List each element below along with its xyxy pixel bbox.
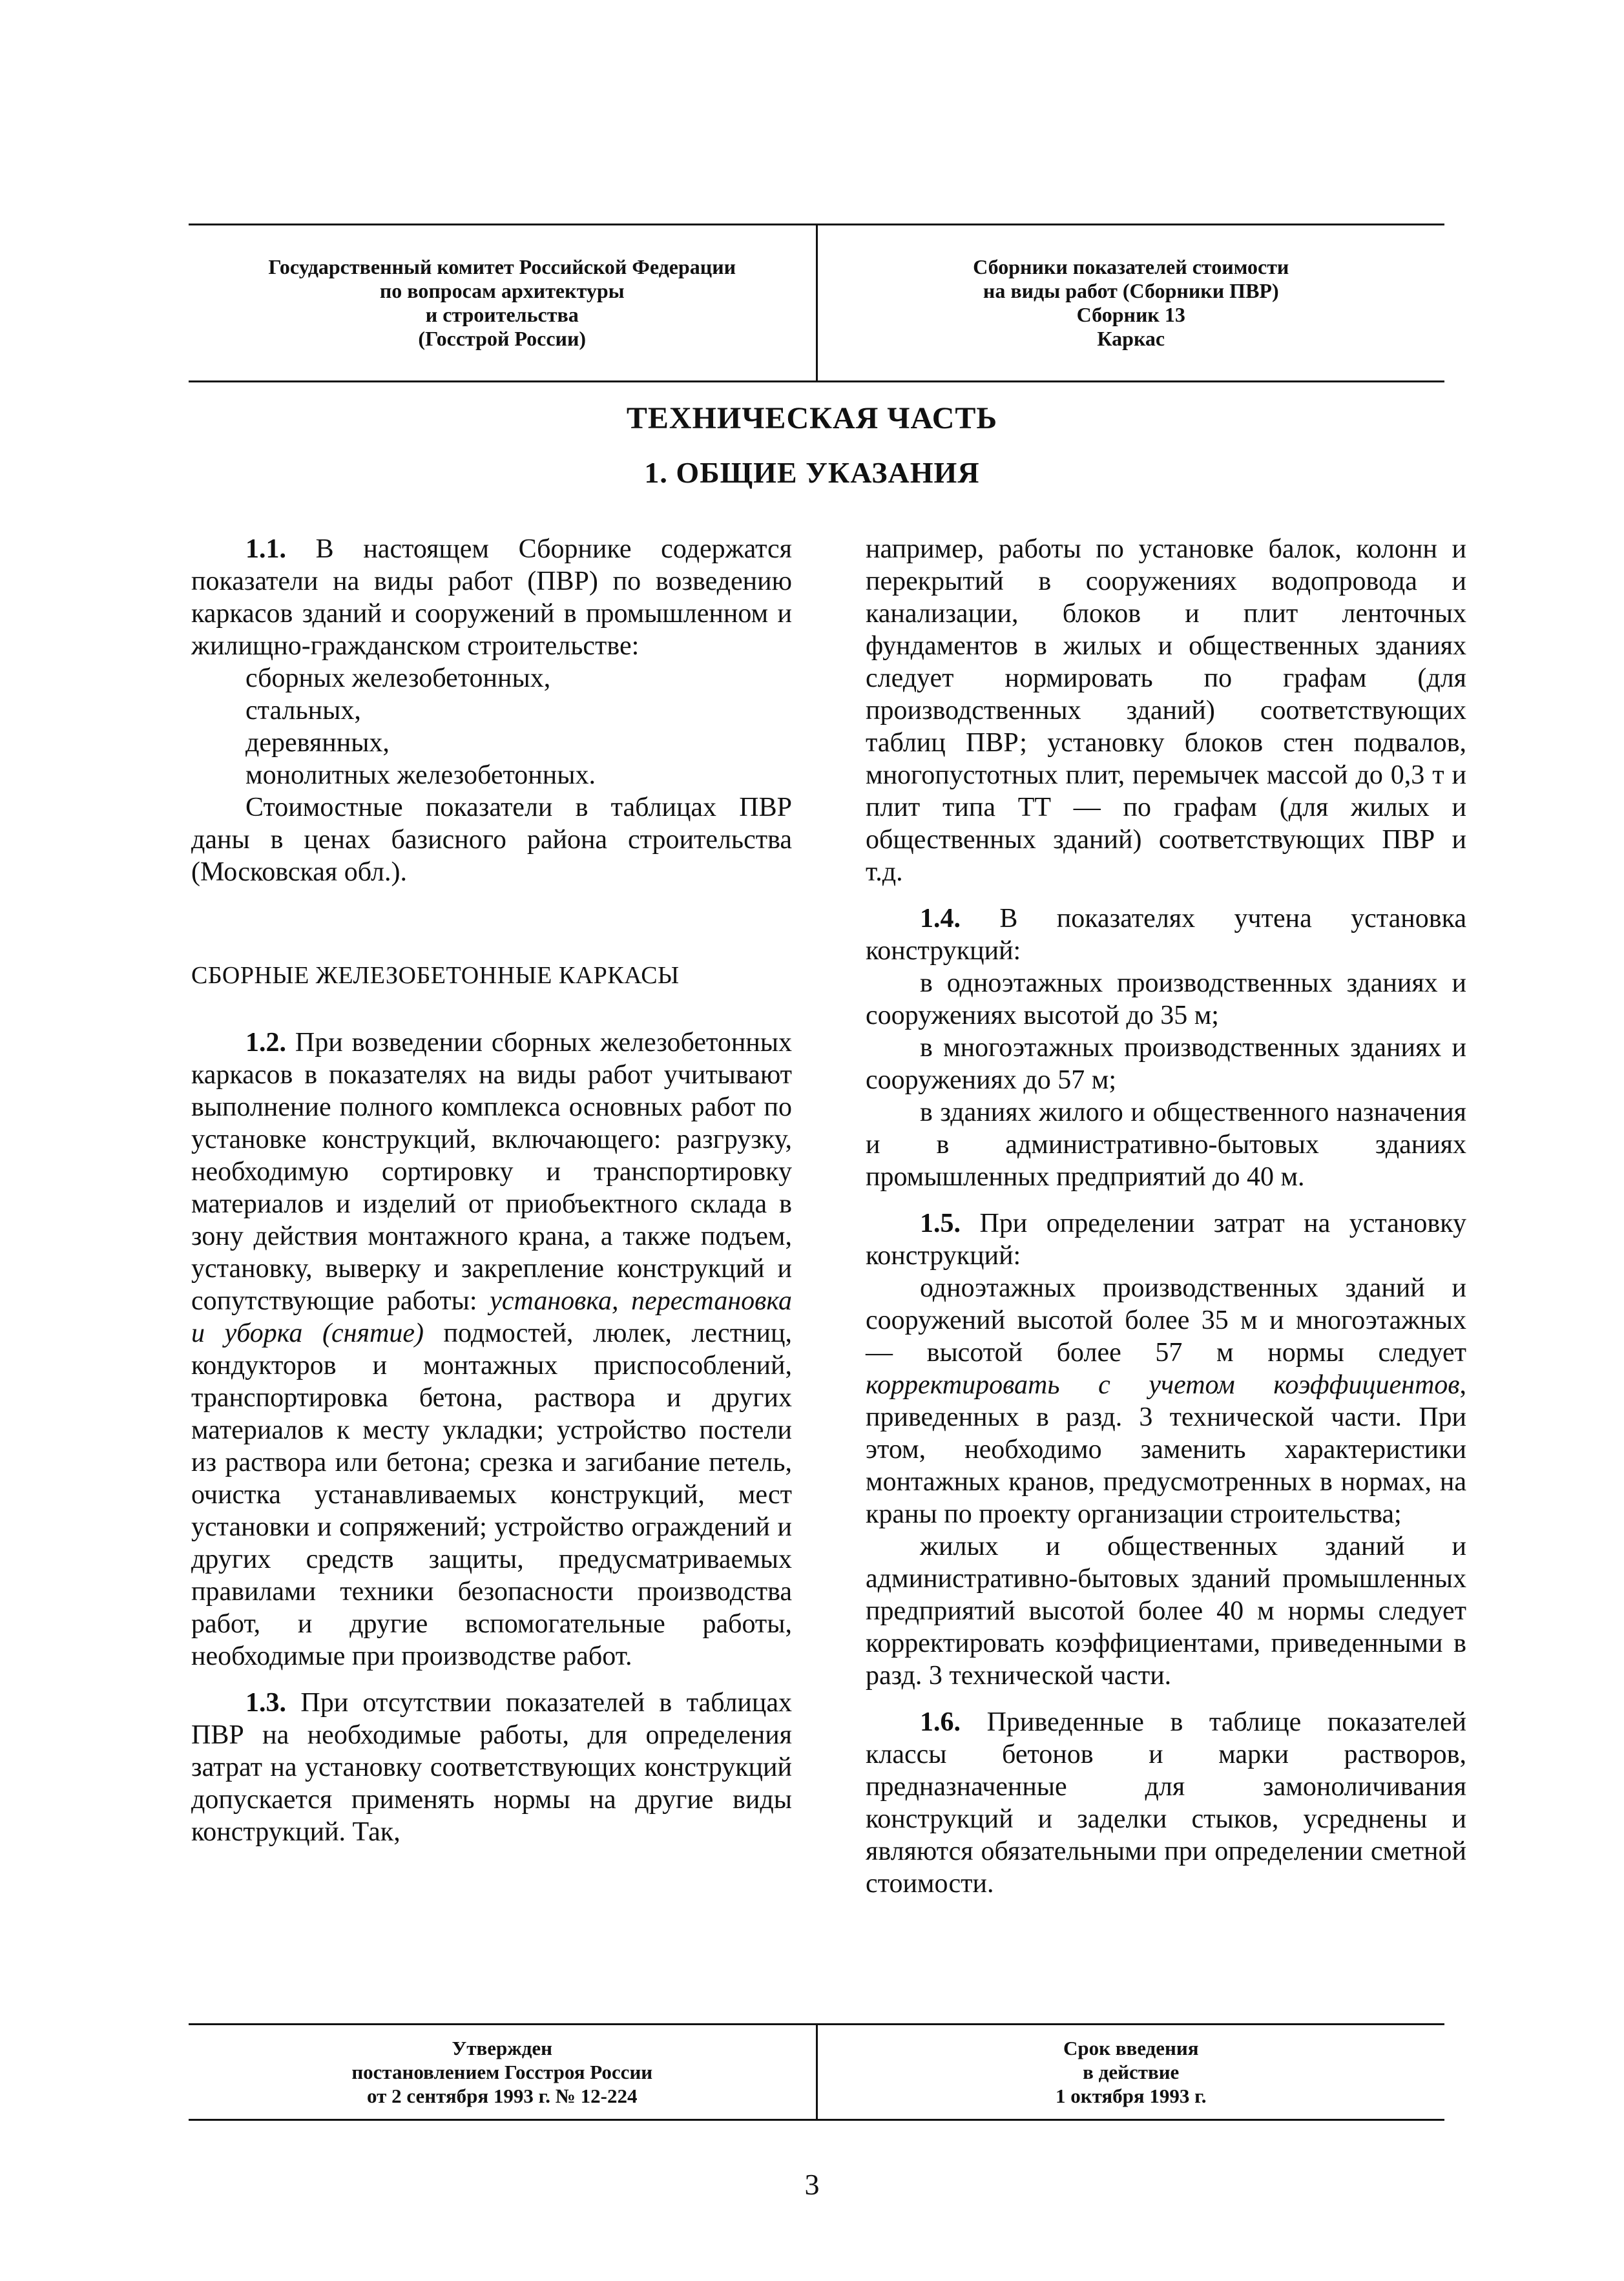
- paragraph-1-5: [866, 1207, 1466, 1272]
- clause-italic-text: корректировать с учетом коэффициентов: [866, 1370, 1460, 1400]
- issuer-line: по вопросам архитектуры: [379, 279, 625, 302]
- clause-number: 1.2.: [245, 1028, 286, 1057]
- approval-footer: [189, 2023, 1444, 2121]
- approval-line: Утвержден: [452, 2037, 552, 2059]
- list-item: сборных железобетонных,: [245, 663, 551, 693]
- document-header: [189, 224, 1444, 382]
- list-item: в одноэтажных производственных зданиях и сооружениях высотой до 35 м;: [866, 968, 1466, 1030]
- list-item: в зданиях жилого и общественного назначения и в административно-бытовых зданиях промышленных предприятий до 40 м.: [866, 1098, 1466, 1192]
- clause-number: 1.5.: [920, 1209, 961, 1238]
- clause-text: При определении затрат на установку конструкций:: [866, 1209, 1466, 1271]
- issuer-line: Государственный комитет Российской Федерации: [268, 255, 736, 278]
- effective-line: Срок введения: [1063, 2037, 1199, 2059]
- collection-line: Сборники показателей стоимости: [973, 255, 1289, 278]
- clause-text: подмостей, люлек, лестниц, кондукторов и монтажных приспособлений, транспортировка бетона, раствора и других материалов к месту укладки; устройство постели из раствора или бетона; срезка и загибание петель, очистка устанавливаемых конструкций, мест установки и сопряжений; устройство ограждений и других средств защиты, предусматриваемых правилами техники безопасности производства работ, и другие вспомогательные работы, необходимые при производстве работ.: [191, 1318, 792, 1671]
- issuer-line: (Госстрой России): [418, 327, 587, 350]
- left-column: [191, 533, 792, 1848]
- list-item: в многоэтажных производственных зданиях и сооружениях до 57 м;: [866, 1033, 1466, 1095]
- paragraph-1-6: [866, 1706, 1466, 1900]
- collection-block: [818, 225, 1445, 380]
- clause-number: 1.6.: [920, 1707, 961, 1737]
- right-column: [866, 533, 1466, 1900]
- paragraph-1-3-continued: например, работы по установке балок, колонн и перекрытий в сооружениях водопровода и канализации, блоков и плит ленточных фундаментов в жилых и общественных зданиях следует нормировать по графам (для производственных зданий) соответствующих таблиц ПВР; установку блоков стен подвалов, многопустотных плит, перемычек массой до 0,3 т и плит типа ТТ — по графам (для жилых и общественных зданий) соответствующих ПВР и т.д.: [866, 534, 1466, 887]
- collection-line: на виды работ (Сборники ПВР): [983, 279, 1279, 302]
- clause-number: 1.1.: [245, 534, 286, 564]
- effective-date-block: [818, 2025, 1445, 2119]
- list-item: монолитных железобетонных.: [245, 760, 596, 790]
- paragraph-1-5-b: жилых и общественных зданий и административно-бытовых зданий промышленных предприятий высотой более 40 м нормы следует корректировать коэффициентами, приведенными в разд. 3 технической части.: [866, 1532, 1466, 1691]
- clause-text: При отсутствии показателей в таблицах ПВР на необходимые работы, для определения затрат на установку соответствующих конструкций допускается применять нормы на другие виды конструкций. Так,: [191, 1688, 792, 1847]
- clause-number: 1.4.: [920, 904, 961, 933]
- issuer-block: [189, 225, 818, 380]
- list-item: стальных,: [245, 696, 361, 725]
- clause-text: При возведении сборных железобетонных каркасов в показателях на виды работ учитывают выполнение полного комплекса основных работ по установке конструкций, включающего: разгрузку, необходимую сортировку и транспортировку материалов и изделий от приобъектного склада в зону действия монтажного крана, а также подъем, установку, выверку и закрепление конструкций и сопутствующие работы:: [191, 1028, 792, 1316]
- issuer-line: и строительства: [425, 303, 579, 326]
- effective-line: в действие: [1083, 2061, 1180, 2083]
- clause-italic-text: установка, перестановка и уборка (снятие): [191, 1286, 792, 1348]
- paragraph-1-3: [191, 1687, 792, 1848]
- collection-line: Каркас: [1097, 327, 1165, 350]
- clause-number: 1.3.: [245, 1688, 286, 1718]
- section-title: 1. ОБЩИЕ УКАЗАНИЯ: [644, 456, 980, 489]
- effective-line: 1 октября 1993 г.: [1055, 2085, 1207, 2107]
- list-item: деревянных,: [245, 728, 390, 758]
- approval-line: постановлением Госстроя России: [351, 2061, 653, 2083]
- subsection-heading: СБОРНЫЕ ЖЕЛЕЗОБЕТОННЫЕ КАРКАСЫ: [191, 962, 680, 989]
- paragraph-cost: Стоимостные показатели в таблицах ПВР даны в ценах базисного района строительства (Московская обл.).: [191, 793, 792, 887]
- clause-text: Приведенные в таблице показателей классы бетонов и марки растворов, предназначенные для замоноличивания конструкций и заделки стыков, усреднены и являются обязательными при определении сметной стоимости.: [866, 1707, 1466, 1899]
- paragraph-1-1: [191, 533, 792, 662]
- paragraph-1-2: [191, 1026, 792, 1672]
- clause-text: одноэтажных производственных зданий и сооружений высотой более 35 м и многоэтажных — высотой более 57 м нормы следует: [866, 1273, 1466, 1368]
- page-number: 3: [804, 2168, 820, 2201]
- paragraph-1-4: [866, 902, 1466, 967]
- clause-text: , приведенных в разд. 3 технической части. При этом, необходимо заменить характеристики монтажных кранов, предусмотренных в нормах, на краны по проекту организации строительства;: [866, 1370, 1466, 1529]
- approval-line: от 2 сентября 1993 г. № 12-224: [367, 2085, 638, 2107]
- paragraph-1-5-a: [866, 1272, 1466, 1530]
- main-title: ТЕХНИЧЕСКАЯ ЧАСТЬ: [626, 401, 998, 435]
- approval-block: [189, 2025, 818, 2119]
- clause-text: В показателях учтена установка конструкций:: [866, 904, 1466, 966]
- collection-line: Сборник 13: [1076, 303, 1185, 326]
- clause-text: В настоящем Сборнике содержатся показатели на виды работ (ПВР) по возведению каркасов зданий и сооружений в промышленном и жилищно-гражданском строительстве:: [191, 534, 792, 661]
